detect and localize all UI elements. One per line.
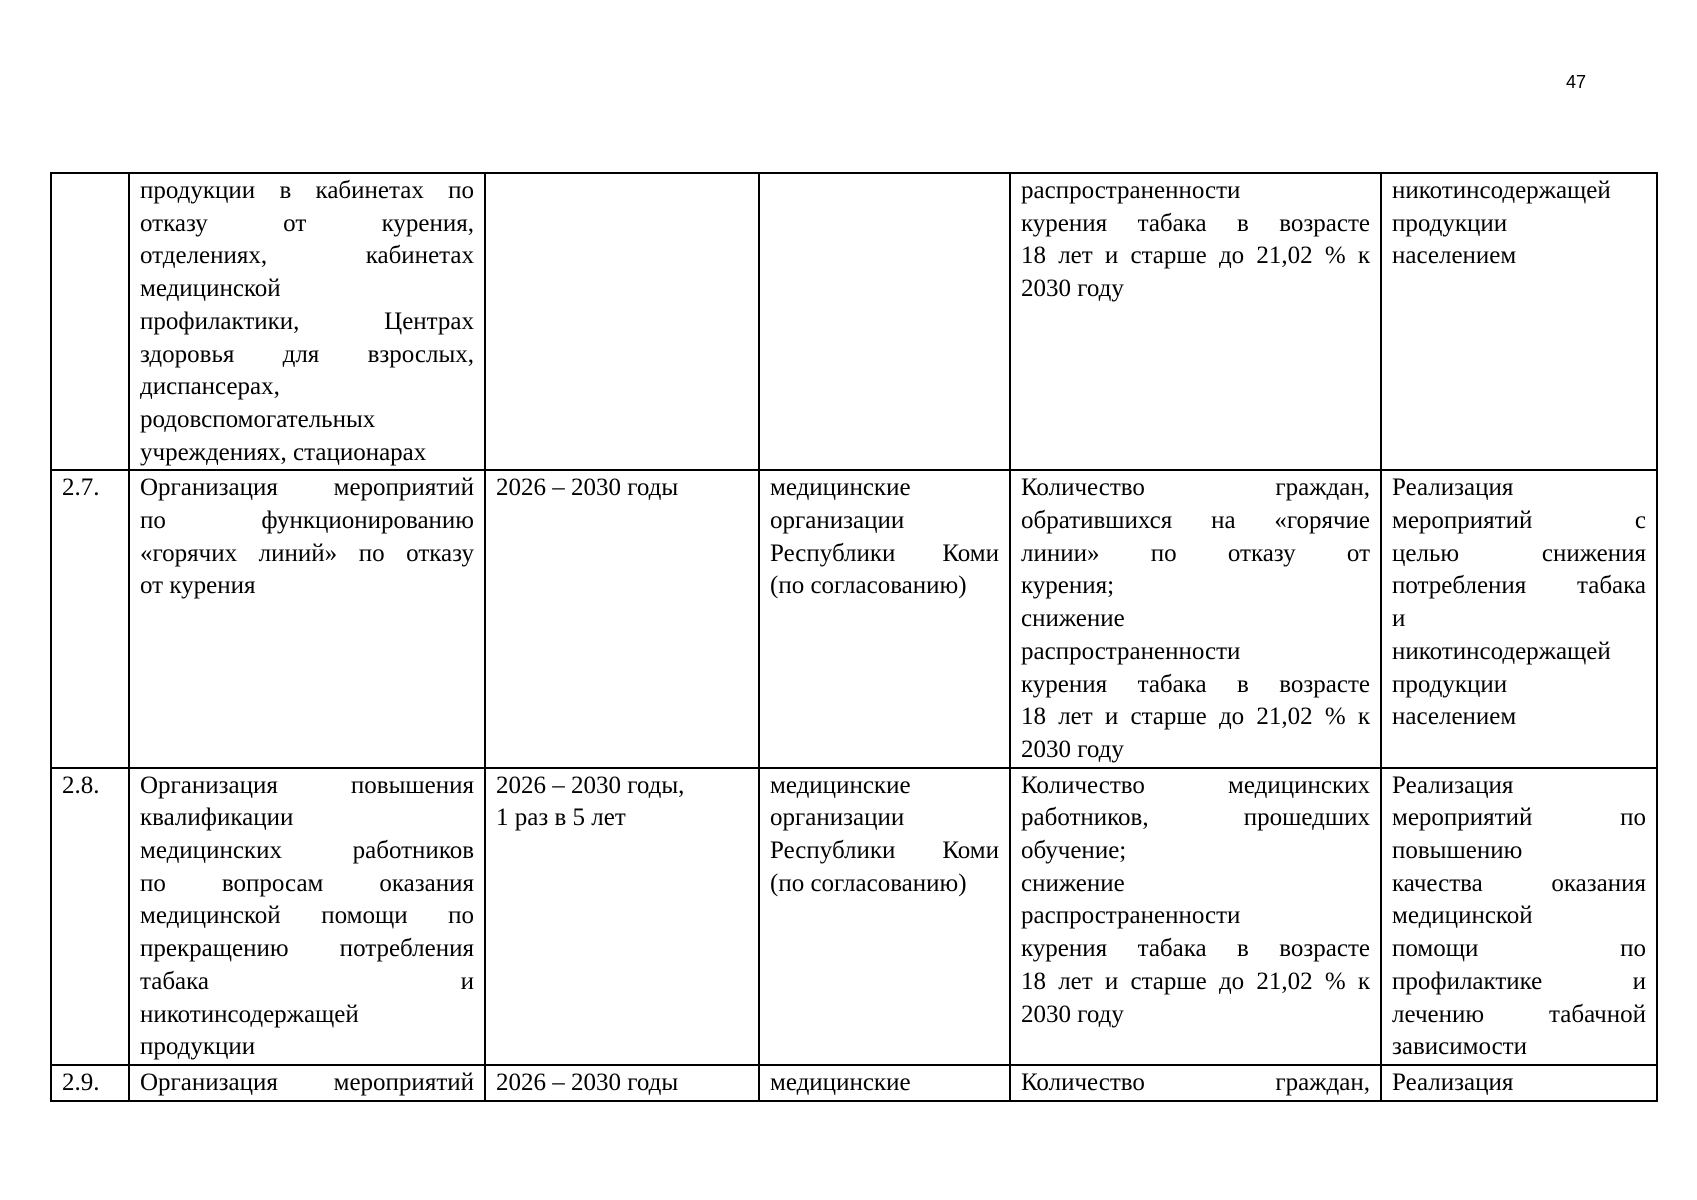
cell-executor [759,470,1010,767]
cell-text-line: медицинской [1392,902,1533,930]
cell-text-line: и [1392,605,1406,633]
cell-text-line: квалификации [140,804,294,832]
cell-text-line: организации [770,804,905,832]
cell-text-line: профилактике и [1392,967,1646,995]
cell-text-line: распространенности [1021,637,1241,665]
cell-text-line: 2026 – 2030 годы [496,1068,679,1096]
cell-text-line: Количество медицинских [1021,771,1370,799]
cell-text-line: продукции [1392,209,1508,237]
cell-text-line: никотинсодержащей [1392,637,1611,665]
cell-text-line: линии» по отказу от [1021,539,1370,567]
cell-text-line: продукции [140,1033,256,1061]
cell-text-line: 2030 году [1021,735,1124,763]
table-row [51,470,1657,767]
cell-text-line: (по согласованию) [770,572,967,600]
cell-text-line: 2026 – 2030 годы [496,474,679,502]
table-row [51,1065,1657,1101]
cell-text-line: медицинских работников [140,837,474,865]
cell-text-line: Реализация [1392,1068,1514,1096]
cell-result [1381,173,1657,470]
cell-text-line: от курения [140,572,256,600]
cell-text-line: 18 лет и старше до 21,02 % к [1021,703,1370,731]
cell-period [485,1065,759,1101]
cell-text-line: профилактики, Центрах [140,307,474,335]
cell-text-line: помощи по [1392,935,1646,963]
cell-text-line: медицинской [140,275,281,303]
cell-text-line: мероприятий по [1392,804,1646,832]
cell-text-line: курения табака в возрасте [1021,670,1370,698]
cell-text-line: медицинские [770,1068,911,1096]
cell-text-line: качества оказания [1392,869,1646,897]
cell-text-line: (по согласованию) [770,869,967,897]
cell-result [1381,470,1657,767]
cell-text-line: Организация мероприятий [140,1068,474,1096]
cell-executor [759,1065,1010,1101]
cell-period [485,768,759,1065]
cell-text-line: Количество граждан, [1021,1068,1370,1096]
cell-description [129,768,485,1065]
cell-description [129,470,485,767]
cell-text-line: 2030 году [1021,1000,1124,1028]
cell-text-line: мероприятий с [1392,507,1646,535]
cell-period [485,470,759,767]
cell-text-line: 1 раз в 5 лет [496,804,626,832]
cell-text-line: населением [1392,703,1517,731]
cell-text-line: распространенности [1021,177,1241,204]
cell-text-line: «горячих линий» по отказу [140,539,474,567]
cell-text-line: никотинсодержащей [1392,177,1611,204]
cell-text-line: отделениях, кабинетах [140,242,474,270]
cell-text-line: Количество граждан, [1021,474,1370,502]
cell-text-line: учреждениях, стационарах [140,438,427,466]
cell-indicator [1010,768,1381,1065]
cell-text-line: курения; [1021,572,1115,600]
cell-indicator [1010,1065,1381,1101]
cell-text-line: родовспомогательных [140,405,376,433]
cell-text-line: прекращению потребления [140,935,474,963]
cell-result [1381,1065,1657,1101]
cell-number: 2.8. [51,768,129,1065]
cell-text-line: отказу от курения, [140,209,474,237]
cell-text-line: Реализация [1392,474,1514,502]
cell-text-line: медицинские [770,474,911,502]
cell-text-line: 18 лет и старше до 21,02 % к [1021,967,1370,995]
cell-indicator [1010,470,1381,767]
cell-text-line: снижение [1021,869,1125,897]
cell-text-line: по функционированию [140,507,474,535]
cell-text-line: обучение; [1021,837,1127,865]
cell-text-line: распространенности [1021,902,1241,930]
cell-text-line: потребления табака [1392,572,1646,600]
cell-text-line: целью снижения [1392,539,1646,567]
cell-text-line: зависимости [1392,1033,1527,1061]
cell-description [129,1065,485,1101]
cell-number [51,173,129,470]
cell-text-line: 2026 – 2030 годы, [496,771,685,799]
cell-text-line: медицинской помощи по [140,902,474,930]
cell-text-line: Республики Коми [770,837,999,865]
cell-description [129,173,485,470]
cell-number: 2.7. [51,470,129,767]
cell-text-line: по вопросам оказания [140,869,474,897]
cell-executor [759,768,1010,1065]
cell-text-line: 18 лет и старше до 21,02 % к [1021,242,1370,270]
cell-text-line: табака и [140,967,474,995]
cell-text-line: снижение [1021,605,1125,633]
table-body [51,173,1657,1101]
cell-text-line: медицинские [770,771,911,799]
cell-text-line: курения табака в возрасте [1021,209,1370,237]
cell-text-line: Республики Коми [770,539,999,567]
cell-text-line: работников, прошедших [1021,804,1370,832]
table-row [51,768,1657,1065]
cell-text-line: 2030 году [1021,275,1124,303]
table-row [51,173,1657,470]
cell-text-line: обратившихся на «горячие [1021,507,1370,535]
cell-indicator [1010,173,1381,470]
page-number: 47 [1566,72,1587,92]
cell-number: 2.9. [51,1065,129,1101]
cell-text-line: никотинсодержащей [140,1000,359,1028]
cell-text-line: повышению [1392,837,1523,865]
cell-text-line: продукции в кабинетах по [140,177,474,204]
cell-result [1381,768,1657,1065]
cell-text-line: продукции [1392,670,1508,698]
measures-table [50,172,1658,1102]
cell-period [485,173,759,470]
cell-text-line: населением [1392,242,1517,270]
cell-text-line: лечению табачной [1392,1000,1646,1028]
cell-text-line: организации [770,507,905,535]
cell-executor [759,173,1010,470]
cell-text-line: здоровья для взрослых, [140,340,474,368]
cell-text-line: Организация мероприятий [140,474,474,502]
cell-text-line: Реализация [1392,771,1514,799]
cell-text-line: Организация повышения [140,771,474,799]
cell-text-line: диспансерах, [140,373,280,401]
cell-text-line: курения табака в возрасте [1021,935,1370,963]
